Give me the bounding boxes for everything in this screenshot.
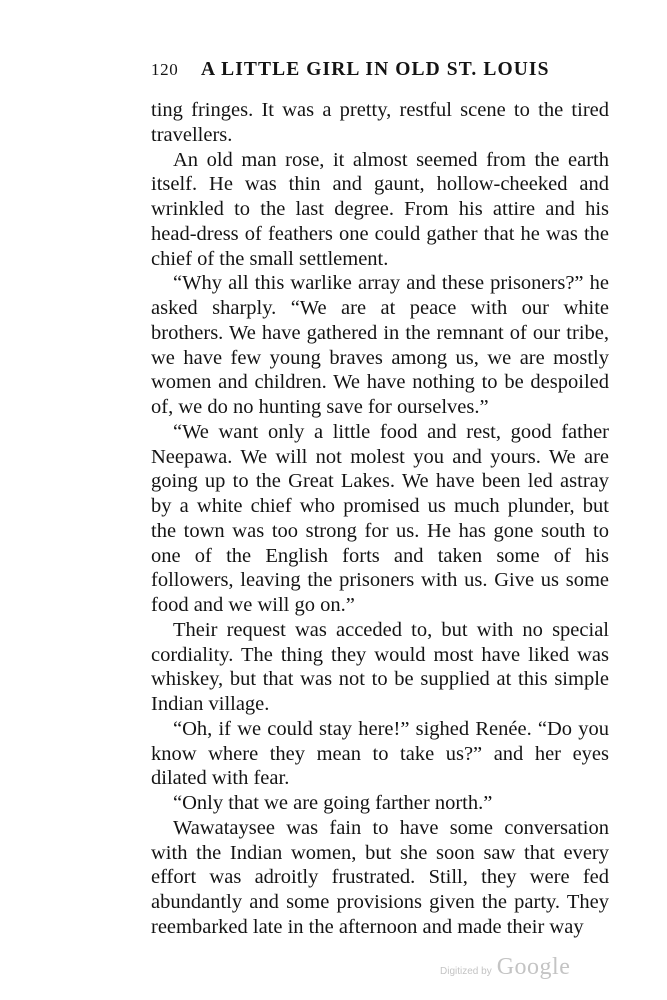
running-header: [151, 59, 611, 87]
watermark-prefix: Digitized by: [440, 966, 492, 977]
paragraph: Wawataysee was fain to have some conversation with the Indian women, but she soon saw that every effort was adroitly frustrated. Still, they were fed abundantly and some provisions given the party. They reembarked late in the afternoon and made their way: [151, 816, 609, 938]
paragraph: “Oh, if we could stay here!” sighed Renée. “Do you know where they mean to take us?” and her eyes dilated with fear.: [151, 717, 609, 790]
running-title: A LITTLE GIRL IN OLD ST. LOUIS: [201, 59, 550, 80]
paragraph: An old man rose, it almost seemed from the earth itself. He was thin and gaunt, hollow-cheeked and wrinkled to the last degree. From his attire and his head-dress of feathers one could gather that he was the chief of the small settlement.: [151, 148, 609, 270]
google-logo: Google: [496, 954, 571, 980]
paragraph: “Only that we are going farther north.”: [173, 792, 493, 814]
paragraph: Their request was acceded to, but with no special cordiality. The thing they would most have liked was whiskey, but that was not to be supplied at this simple Indian village.: [151, 618, 609, 715]
paragraph: ting fringes. It was a pretty, restful scene to the tired travellers.: [151, 99, 609, 146]
paragraph: “We want only a little food and rest, good father Neepawa. We will not molest you and yours. We are going up to the Great Lakes. We have been led astray by a white chief who promised us much plunder, but the town was too strong for us. He has gone south to one of the English forts and taken some of his followers, leaving the prisoners with us. Give us some food and we will go on.”: [151, 420, 609, 616]
page-number: 120: [151, 60, 179, 79]
body-text: [151, 98, 609, 940]
paragraph: “Why all this warlike array and these prisoners?” he asked sharply. “We are at peace with our white brothers. We have gathered in the remnant of our tribe, we have few young braves among us, we are mostly women and children. We have nothing to be despoiled of, we do no hunting save for ourselves.”: [151, 272, 609, 418]
digitized-by-google-watermark: [440, 954, 570, 981]
